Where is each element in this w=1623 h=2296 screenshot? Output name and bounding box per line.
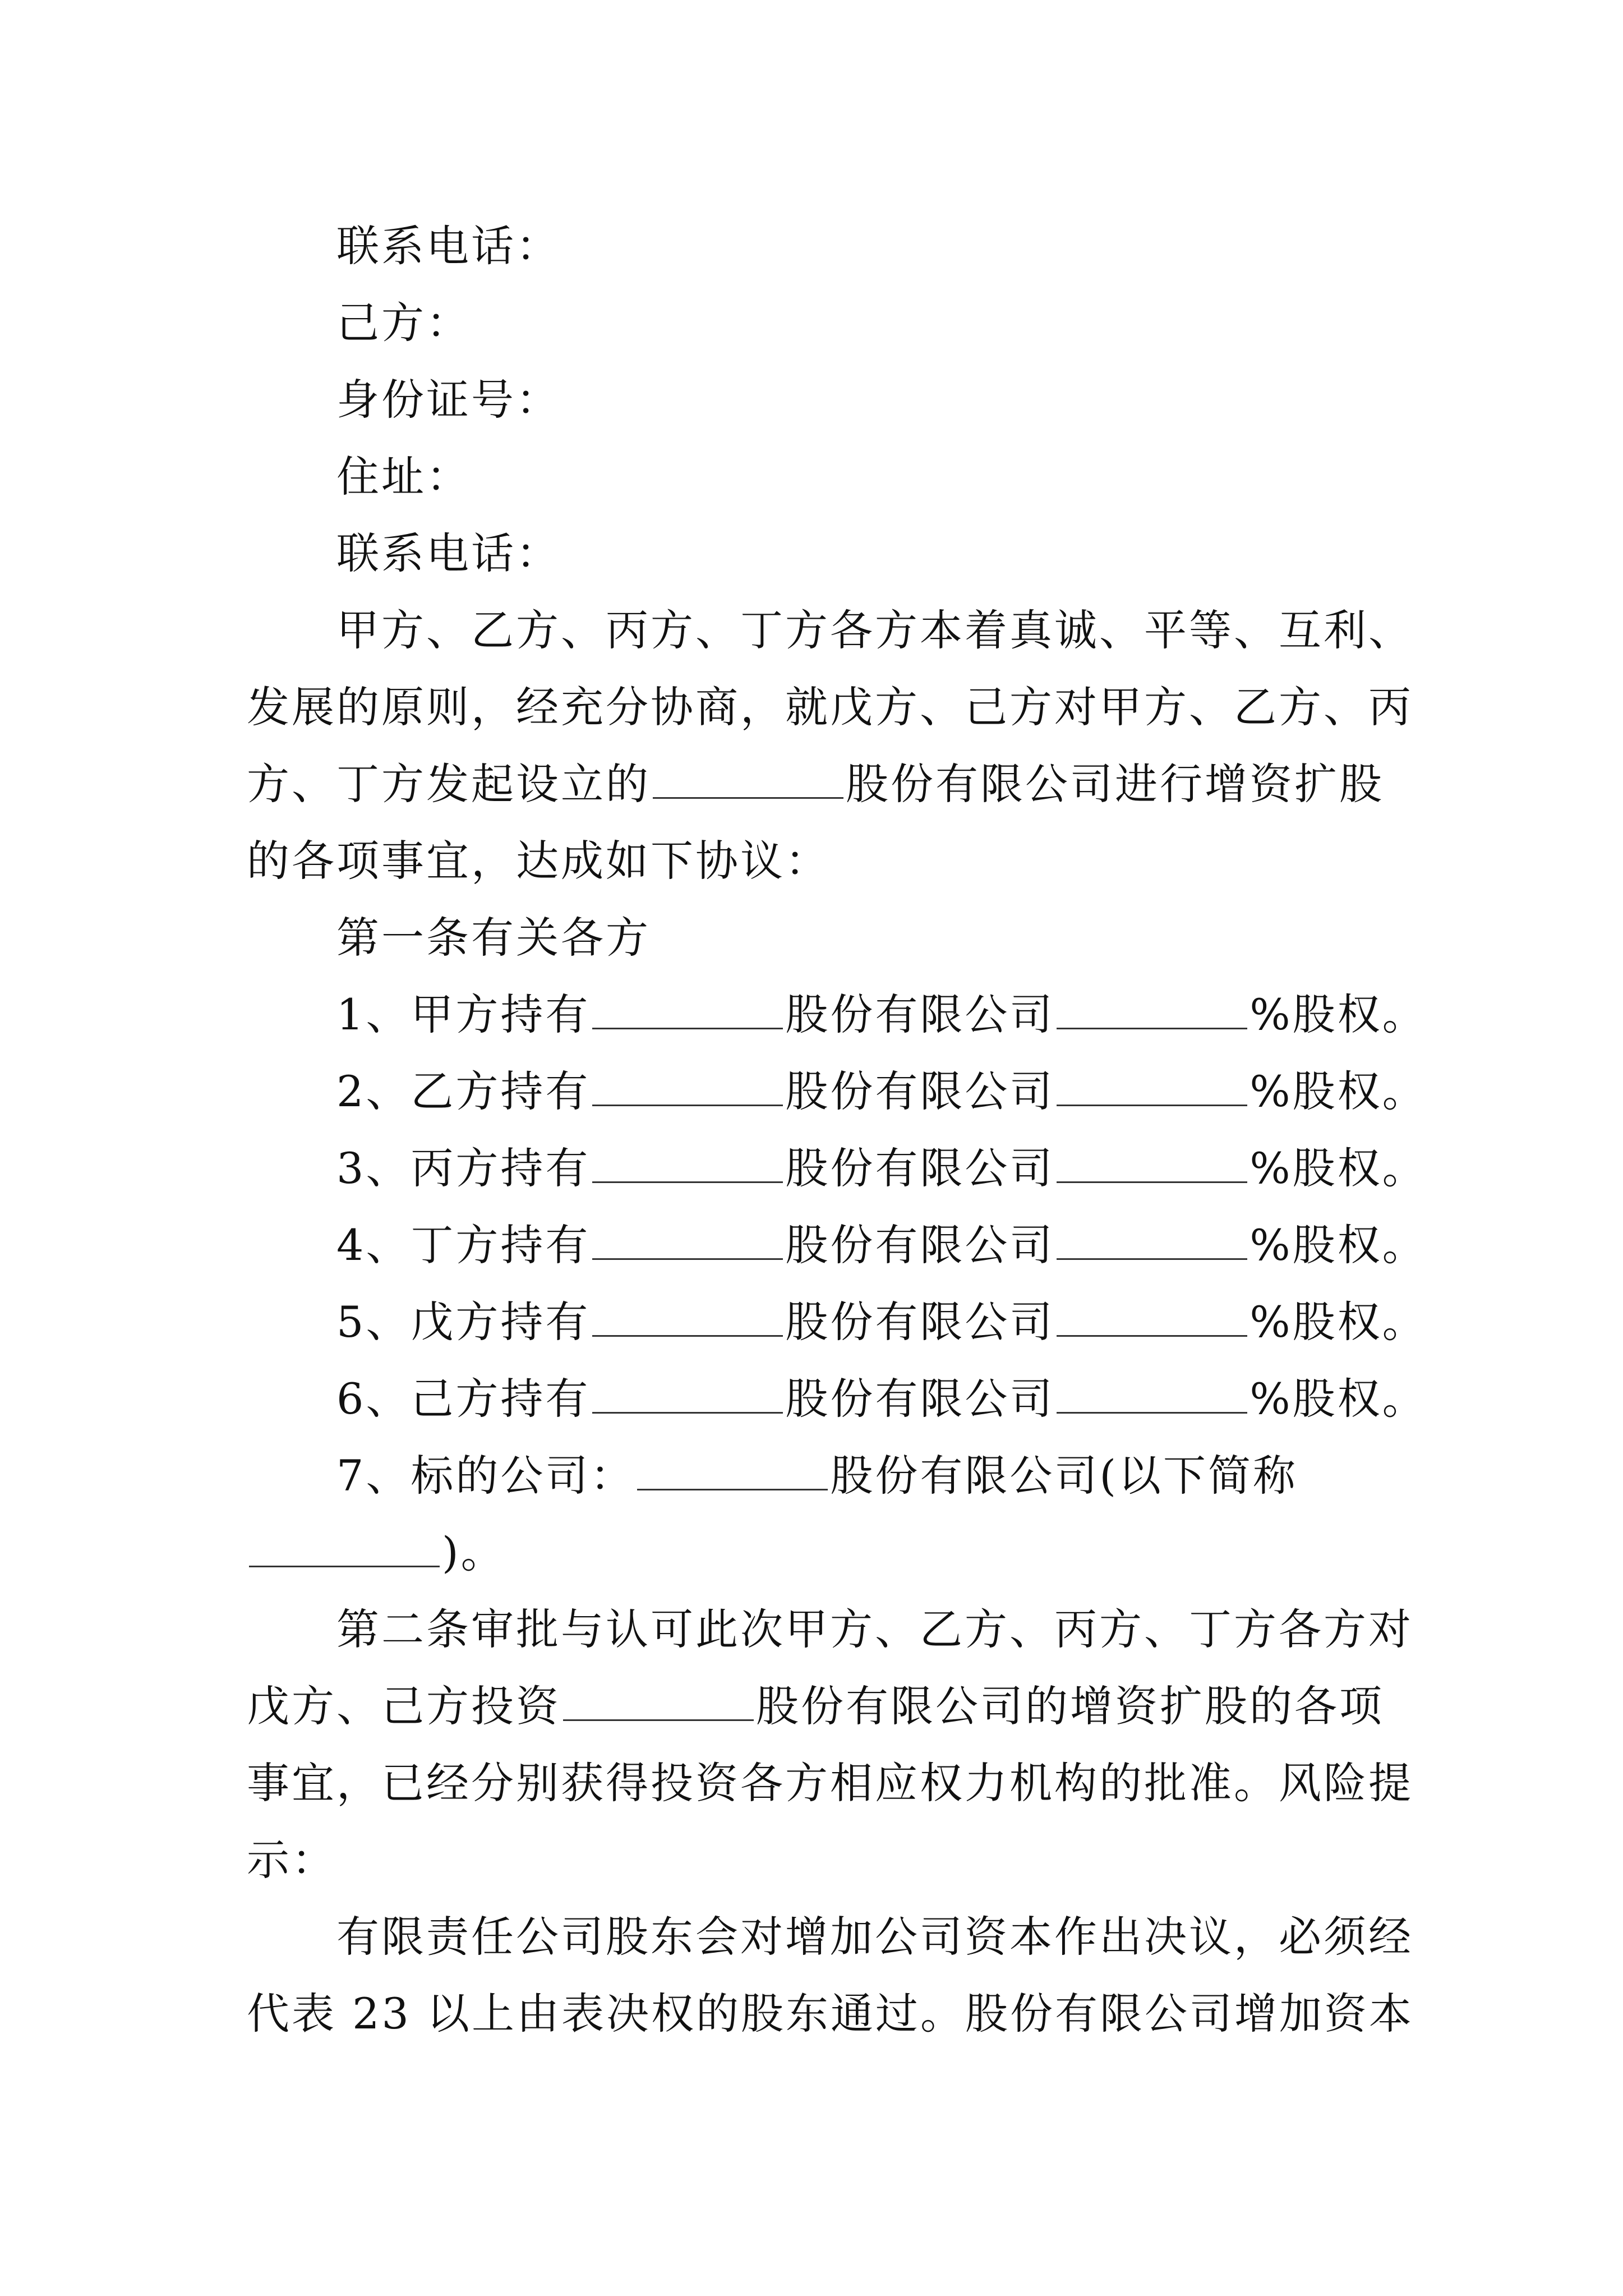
percent-blank (1057, 1295, 1247, 1337)
company-blank (592, 1295, 783, 1337)
preamble-line-3-after: 股份有限公司进行增资扩股 (846, 759, 1384, 809)
share-item-2 (247, 1053, 1427, 1130)
contact-phone-label-2: 联系电话： (336, 528, 561, 578)
share-item-3 (247, 1130, 1427, 1207)
id-number-label: 身份证号： (336, 375, 561, 425)
party-ji-label: 己方： (336, 298, 471, 348)
short-name-end: )。 (442, 1527, 506, 1577)
company-blank (592, 1218, 783, 1260)
article-2-line-2-after: 股份有限公司的增资扩股的各项 (756, 1681, 1384, 1731)
company-name-blank (653, 757, 843, 799)
share-item-prefix: 4、丁方持有 (336, 1220, 591, 1270)
document-body (247, 208, 1427, 2052)
share-item-middle: 股份有限公司 (785, 1374, 1055, 1424)
share-item-prefix: 6、己方持有 (336, 1374, 591, 1424)
article-2-line-4: 示： (247, 1835, 336, 1885)
preamble-line-3 (247, 746, 1402, 822)
share-item-5 (247, 1283, 1427, 1360)
share-item-middle: 股份有限公司 (785, 1297, 1055, 1347)
percent-blank (1057, 1064, 1247, 1106)
article-2-line-1: 第二条审批与认可此次甲方、乙方、丙方、丁方各方对 (336, 1604, 1413, 1654)
preamble-line-3-before: 方、丁方发起设立的 (247, 759, 651, 809)
share-item-prefix: 3、丙方持有 (336, 1143, 591, 1193)
target-company-prefix: 7、标的公司： (336, 1451, 635, 1501)
share-item-suffix: %股权。 (1249, 1143, 1427, 1193)
percent-blank (1057, 1218, 1247, 1260)
percent-blank (1057, 987, 1247, 1029)
risk-line-1: 有限责任公司股东会对增加公司资本作出决议，必须经 (336, 1912, 1413, 1962)
article-1-heading: 第一条有关各方 (336, 913, 651, 963)
company-blank (592, 1372, 783, 1414)
share-item-middle: 股份有限公司 (785, 1143, 1055, 1193)
share-item-suffix: %股权。 (1249, 990, 1427, 1039)
company-blank (592, 1064, 783, 1106)
company-blank (592, 1141, 783, 1183)
address-label: 住址： (336, 452, 471, 501)
article-2-line-2-before: 戊方、己方投资 (247, 1681, 561, 1731)
share-item-middle: 股份有限公司 (785, 1066, 1055, 1116)
target-company-line (247, 1437, 1402, 1514)
contact-phone-label-1: 联系电话： (336, 221, 561, 271)
share-item-suffix: %股权。 (1249, 1220, 1427, 1270)
share-item-prefix: 5、戊方持有 (336, 1297, 591, 1347)
preamble-line-2: 发展的原则，经充分协商，就戊方、己方对甲方、乙方、丙 (247, 682, 1413, 732)
share-item-suffix: %股权。 (1249, 1297, 1427, 1347)
share-item-4 (247, 1207, 1427, 1283)
target-company-blank (637, 1448, 828, 1490)
share-item-middle: 股份有限公司 (785, 990, 1055, 1039)
share-item-suffix: %股权。 (1249, 1066, 1427, 1116)
company-blank (592, 987, 783, 1029)
share-item-prefix: 1、甲方持有 (336, 990, 591, 1039)
article-2-line-2 (247, 1668, 1402, 1745)
preamble-line-1: 甲方、乙方、丙方、丁方各方本着真诚、平等、互利、 (336, 605, 1413, 655)
short-name-blank (249, 1525, 440, 1567)
preamble-line-4: 的各项事宜，达成如下协议： (247, 836, 830, 886)
target-company-middle: 股份有限公司(以下简称 (830, 1451, 1298, 1501)
share-item-6 (247, 1360, 1427, 1437)
percent-blank (1057, 1141, 1247, 1183)
share-item-suffix: %股权。 (1249, 1374, 1427, 1424)
percent-blank (1057, 1372, 1247, 1414)
investment-company-blank (563, 1679, 754, 1721)
share-item-middle: 股份有限公司 (785, 1220, 1055, 1270)
short-name-line (247, 1514, 1402, 1591)
article-2-line-3: 事宜，已经分别获得投资各方相应权力机构的批准。风险提 (247, 1758, 1413, 1808)
risk-line-2: 代表 23 以上由表决权的股东通过。股份有限公司增加资本 (247, 1989, 1414, 2039)
share-item-1 (247, 976, 1427, 1053)
share-item-prefix: 2、乙方持有 (336, 1066, 591, 1116)
